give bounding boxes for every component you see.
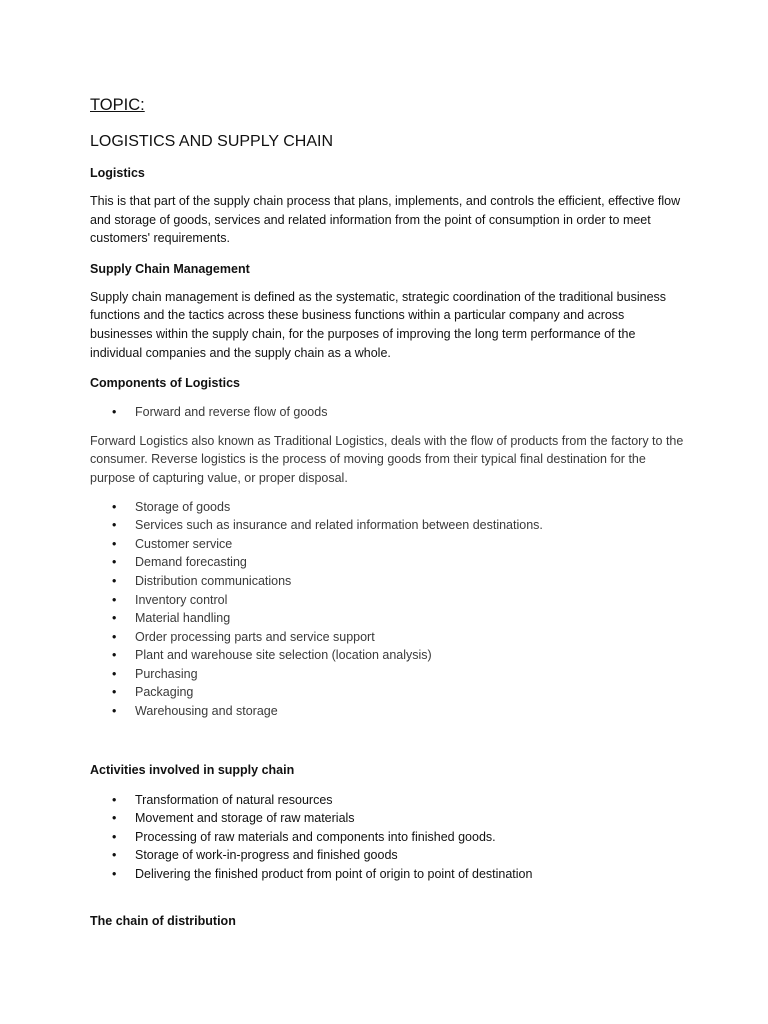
list-item: • Material handling (90, 609, 690, 628)
list-item: • Warehousing and storage (90, 702, 690, 721)
components-list (90, 498, 690, 721)
list-item: • Delivering the finished product from point of origin to point of destination (90, 865, 690, 884)
list-item: • Demand forecasting (90, 553, 690, 572)
components-first-list (90, 403, 690, 422)
topic-label: TOPIC: (90, 96, 145, 114)
activities-heading: Activities involved in supply chain (90, 762, 295, 777)
forward-logistics-paragraph: Forward Logistics also known as Traditional Logistics, deals with the flow of products from the factory to the consumer. Reverse logistics is the process of moving goods from their typical final destination for the purpose of capturing value, or proper disposal. (90, 433, 684, 485)
list-item: • Movement and storage of raw materials (90, 809, 690, 828)
components-heading: Components of Logistics (90, 376, 240, 391)
list-item: • Distribution communications (90, 572, 690, 591)
list-item: • Storage of goods (90, 498, 690, 517)
list-item: • Customer service (90, 535, 690, 554)
list-item: • Plant and warehouse site selection (location analysis) (90, 646, 690, 665)
distribution-heading: The chain of distribution (90, 913, 236, 928)
list-item: • Transformation of natural resources (90, 791, 690, 810)
list-item: • Storage of work-in-progress and finished goods (90, 846, 690, 865)
activities-list (90, 791, 690, 884)
scm-paragraph: Supply chain management is defined as the systematic, strategic coordination of the traditional business functions and the tactics across these business functions within a particular company and across businesses within the supply chain, for the purposes of improving the long term performance of the individual companies and the supply chain as a whole. (90, 289, 667, 360)
list-item: • Purchasing (90, 665, 690, 684)
logistics-heading: Logistics (90, 166, 145, 180)
list-item: • Order processing parts and service support (90, 628, 690, 647)
list-item: • Inventory control (90, 591, 690, 610)
document-title: LOGISTICS AND SUPPLY CHAIN (90, 133, 334, 150)
document-content (90, 93, 690, 930)
list-item: • Processing of raw materials and components into finished goods. (90, 828, 690, 847)
list-item: • Forward and reverse flow of goods (90, 403, 690, 422)
list-item: • Services such as insurance and related information between destinations. (90, 516, 690, 535)
list-item: • Packaging (90, 683, 690, 702)
logistics-paragraph: This is that part of the supply chain process that plans, implements, and controls the efficient, effective flow and storage of goods, services and related information from the point of consumption in order to meet customers' requirements. (90, 194, 681, 246)
scm-heading: Supply Chain Management (90, 261, 250, 276)
